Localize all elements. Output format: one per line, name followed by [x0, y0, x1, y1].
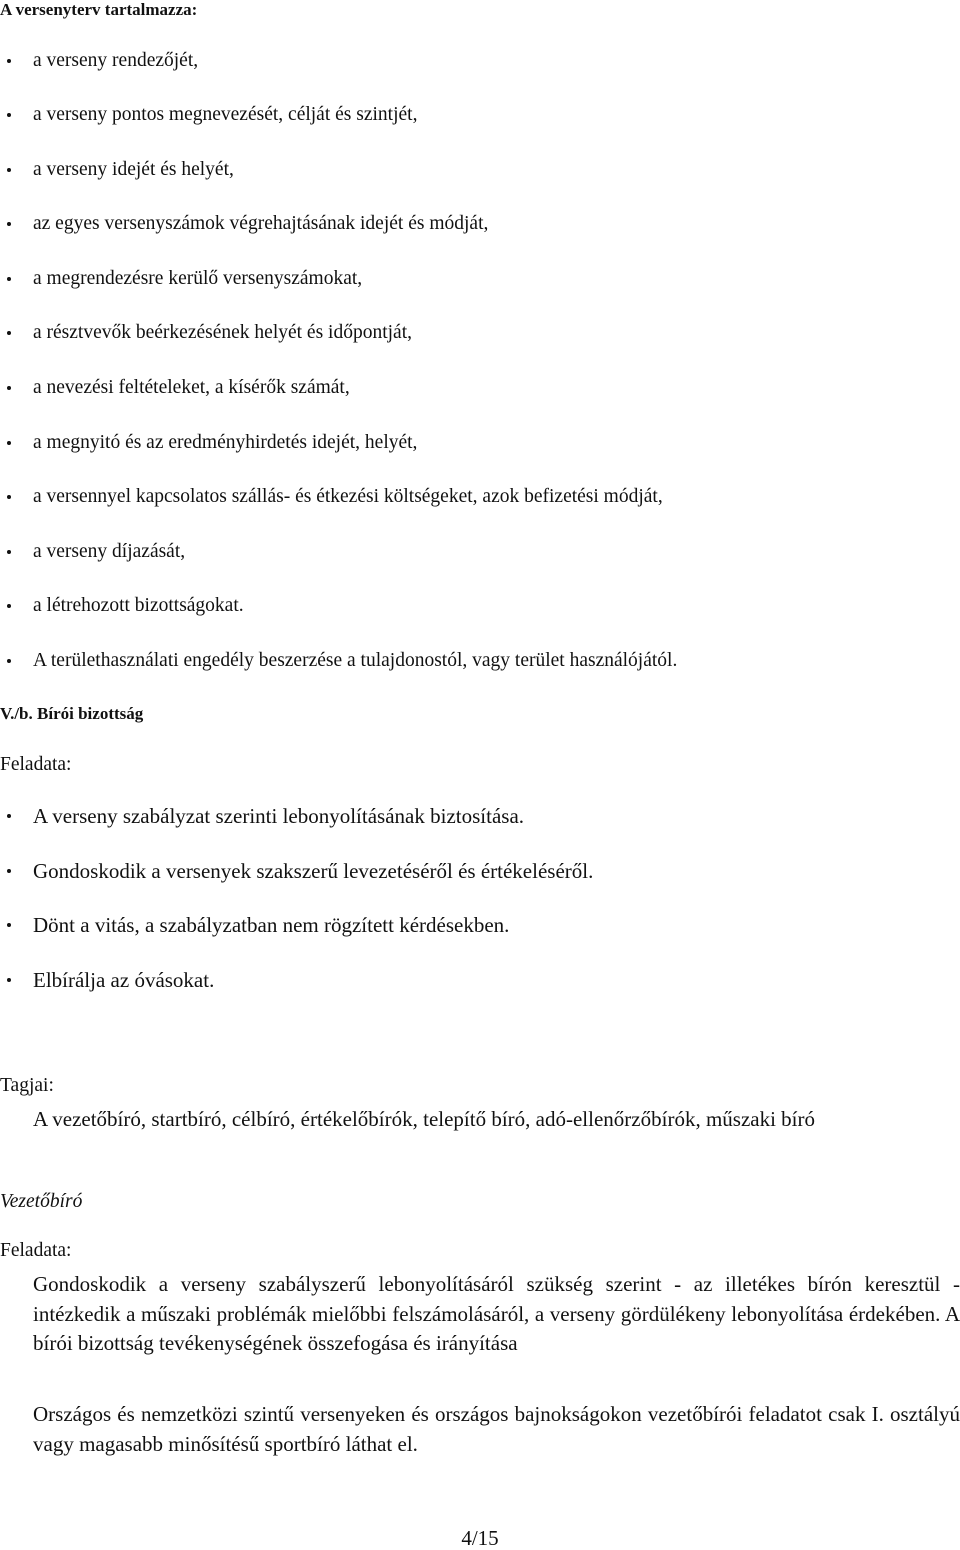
bullet-icon — [7, 222, 11, 226]
bullet-icon — [7, 59, 11, 63]
list-item — [0, 375, 960, 401]
head-judge-paragraph: Országos és nemzetközi szintű versenyeken és országos bajnokságokon vezetőbírói feladatot csak I. osztályú vagy magasabb minősítésű sportbíró láthat el. — [33, 1402, 960, 1456]
bullet-icon — [7, 331, 11, 335]
bullet-icon — [7, 978, 11, 982]
list-item — [0, 48, 960, 74]
list-item-text: a verseny rendezőjét, — [33, 50, 199, 71]
list-item-text: Dönt a vitás, a szabályzatban nem rögzített kérdésekben. — [33, 913, 510, 937]
list-item — [0, 157, 960, 183]
list-item-text: a nevezési feltételeket, a kísérők számát, — [33, 377, 350, 398]
bullet-icon — [7, 550, 11, 554]
list-item-text: a résztvevők beérkezésének helyét és időpontját, — [33, 322, 413, 343]
list-item — [0, 102, 960, 128]
list-item-text: A verseny szabályzat szerinti lebonyolításának biztosítása. — [33, 804, 525, 828]
list-item — [0, 539, 960, 565]
list-item-text: a verseny idejét és helyét, — [33, 159, 234, 180]
list-item-text: A területhasználati engedély beszerzése a tulajdonostól, vagy terület használójától. — [33, 650, 678, 671]
list-item-text: a létrehozott bizottságokat. — [33, 595, 244, 616]
list-item — [0, 320, 960, 346]
list-item — [0, 967, 960, 993]
list-item-text: a megrendezésre kerülő versenyszámokat, — [33, 268, 363, 289]
list-item-text: Gondoskodik a versenyek szakszerű levezetéséről és értékeléséről. — [33, 859, 594, 883]
list-item — [0, 593, 960, 619]
list-item — [0, 803, 960, 829]
contents-heading: A versenyterv tartalmazza: — [0, 0, 198, 19]
bullet-icon — [7, 168, 11, 172]
bullet-icon — [7, 386, 11, 390]
jury-section-title: V./b. Bírói bizottság — [0, 704, 144, 723]
list-item — [0, 648, 960, 674]
bullet-icon — [7, 923, 11, 927]
jury-task-label: Feladata: — [0, 754, 72, 775]
bullet-icon — [7, 814, 11, 818]
list-item-text: az egyes versenyszámok végrehajtásának idejét és módját, — [33, 213, 489, 234]
list-item-text: Elbírálja az óvásokat. — [33, 968, 215, 992]
page-number: 4/15 — [461, 1526, 499, 1550]
list-item — [0, 211, 960, 237]
list-item-text: a verseny díjazását, — [33, 541, 186, 562]
head-judge-task-label: Feladata: — [0, 1240, 72, 1261]
list-item — [0, 912, 960, 938]
bullet-icon — [7, 277, 11, 281]
members-label: Tagjai: — [0, 1075, 54, 1096]
head-judge-label: Vezetőbíró — [0, 1191, 83, 1212]
list-item-text: a verseny pontos megnevezését, célját és szintjét, — [33, 104, 418, 125]
list-item — [0, 858, 960, 884]
list-item — [0, 430, 960, 456]
members-text: A vezetőbíró, startbíró, célbíró, értékelőbírók, telepítő bíró, adó-ellenőrzőbírók, műszaki bíró — [33, 1107, 816, 1131]
list-item — [0, 484, 960, 510]
list-item-text: a versennyel kapcsolatos szállás- és étkezési költségeket, azok befizetési módját, — [33, 486, 663, 507]
bullet-icon — [7, 495, 11, 499]
list-item — [0, 266, 960, 292]
bullet-icon — [7, 113, 11, 117]
head-judge-paragraph: Gondoskodik a verseny szabályszerű lebonyolításáról szükség szerint - az illetékes bírón keresztül - intézkedik a műszaki problémák mielőbbi felszámolásáról, a verseny gördülékeny lebonyolítása érdekében. A bírói bizottság tevékenységének összefogása és irányítása — [33, 1272, 960, 1355]
bullet-icon — [7, 441, 11, 445]
bullet-icon — [7, 659, 11, 663]
bullet-icon — [7, 869, 11, 873]
list-item-text: a megnyitó és az eredményhirdetés idejét, helyét, — [33, 432, 418, 453]
bullet-icon — [7, 604, 11, 608]
